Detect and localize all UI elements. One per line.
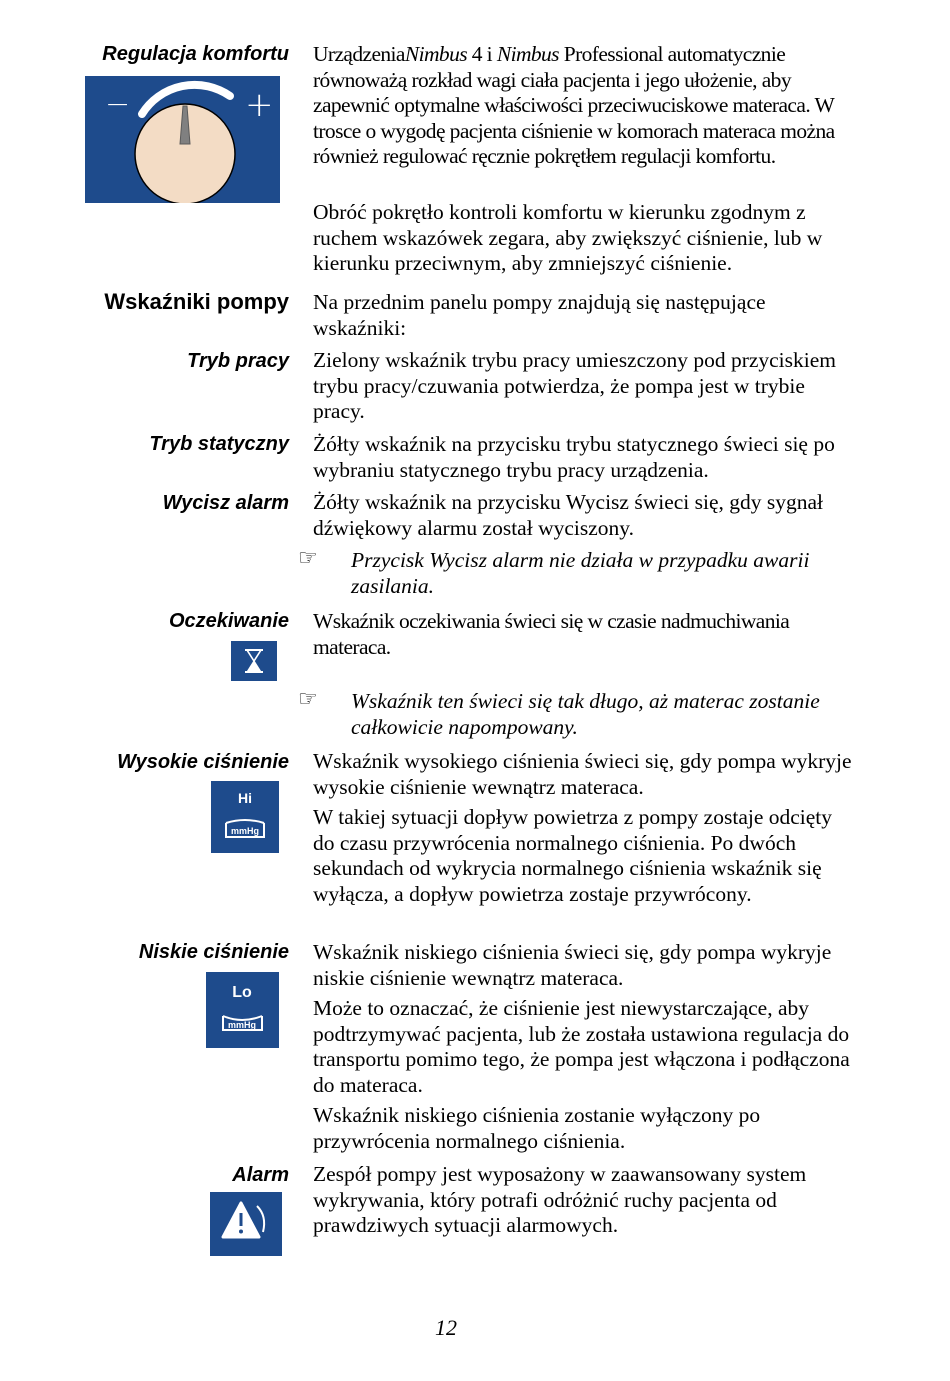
label-work-mode: Tryb pracy: [187, 350, 289, 372]
low-pressure-unit: mmHg: [227, 1020, 257, 1030]
hourglass-icon: [231, 641, 277, 681]
label-alarm: Alarm: [232, 1164, 289, 1186]
high-pressure-unit: mmHg: [230, 826, 260, 836]
label-comfort-control: Regulacja komfortu: [102, 43, 289, 65]
minus-sign: −: [105, 87, 131, 122]
high-pressure-icon: [211, 781, 279, 853]
low-pressure-icon-label: Lo: [232, 984, 252, 1001]
alarm-text: Zespół pompy jest wyposażony w zaawansowany system wykrywania, który potrafi odróżnić ruchy pacjenta od prawdziwych sytuacji alarmowych.: [313, 1162, 807, 1237]
label-static-mode: Tryb statyczny: [149, 433, 289, 455]
work-mode-text: Zielony wskaźnik trybu pracy umieszczony pod przyciskiem trybu pracy/czuwania potwierdza, że pompa jest w trybie pracy.: [313, 348, 837, 423]
label-waiting: Oczekiwanie: [168, 610, 289, 632]
high-pressure-paragraph-1: Wskaźnik wysokiego ciśnienia świeci się, gdy pompa wykryje wysokie ciśnienie wewnątrz materaca.: [313, 749, 852, 799]
comfort-paragraph-1: UrządzeniaNimbus 4 i Nimbus Professional automatycznie równoważą rozkład wagi ciała pacjenta i jego ułożenie, aby zapewnić optymalne właściwości przeciwuciskowe materaca. W trosce o wygodę pacjenta ciśnienie w komorach materaca można również regulować ręcznie pokrętłem regulacji komfortu.: [313, 42, 835, 168]
label-low-pressure: Niskie ciśnienie: [138, 941, 289, 963]
label-pump-indicators: Wskaźniki pompy: [104, 289, 289, 314]
pointing-hand-icon: ☞: [298, 546, 318, 571]
silence-alarm-text: Żółty wskaźnik na przycisku Wycisz świeci się, gdy sygnał dźwiękowy alarmu został wyciszony.: [313, 490, 824, 540]
page-number: 12: [435, 1315, 457, 1340]
low-pressure-icon: [206, 972, 279, 1048]
alarm-icon: [210, 1192, 282, 1256]
waiting-note: Wskaźnik ten świeci się tak długo, aż materac zostanie całkowicie napompowany.: [351, 689, 820, 739]
static-mode-text: Żółty wskaźnik na przycisku trybu statycznego świeci się po wybraniu statycznego trybu pracy urządzenia.: [313, 432, 835, 482]
comfort-dial-icon: [85, 76, 280, 203]
low-pressure-paragraph-1: Wskaźnik niskiego ciśnienia świeci się, gdy pompa wykryje niskie ciśnienie wewnątrz materaca.: [313, 940, 832, 990]
pump-indicators-text: Na przednim panelu pompy znajdują się następujące wskaźniki:: [313, 290, 766, 340]
label-silence-alarm: Wycisz alarm: [162, 492, 289, 514]
label-high-pressure: Wysokie ciśnienie: [117, 751, 289, 773]
silence-alarm-note: Przycisk Wycisz alarm nie działa w przypadku awarii zasilania.: [351, 548, 810, 598]
high-pressure-icon-label: Hi: [238, 790, 252, 806]
high-pressure-paragraph-2: W takiej sytuacji dopływ powietrza z pompy zostaje odcięty do czasu przywrócenia normalnego ciśnienia. Po dwóch sekundach od wykrycia normalnego ciśnienia wskaźnik się wyłącza, a dopływ powietrza zostaje przywrócony.: [313, 805, 833, 906]
waiting-text: Wskaźnik oczekiwania świeci się w czasie nadmuchiwania materaca.: [313, 609, 790, 659]
plus-sign: +: [245, 85, 274, 125]
low-pressure-paragraph-2: Może to oznaczać, że ciśnienie jest niewystarczające, aby podtrzymywać pacjenta, lub że została ustawiona regulacja do transportu pomimo tego, że pompa jest włączona i podłączona do materaca.: [313, 996, 850, 1097]
low-pressure-paragraph-3: Wskaźnik niskiego ciśnienia zostanie wyłączony po przywrócenia normalnego ciśnienia.: [313, 1103, 761, 1153]
pointing-hand-icon: ☞: [298, 687, 318, 712]
comfort-paragraph-2: Obróć pokrętło kontroli komfortu w kierunku zgodnym z ruchem wskazówek zegara, aby zwiększyć ciśnienie, lub w kierunku przeciwnym, aby zmniejszyć ciśnienie.: [313, 200, 823, 275]
